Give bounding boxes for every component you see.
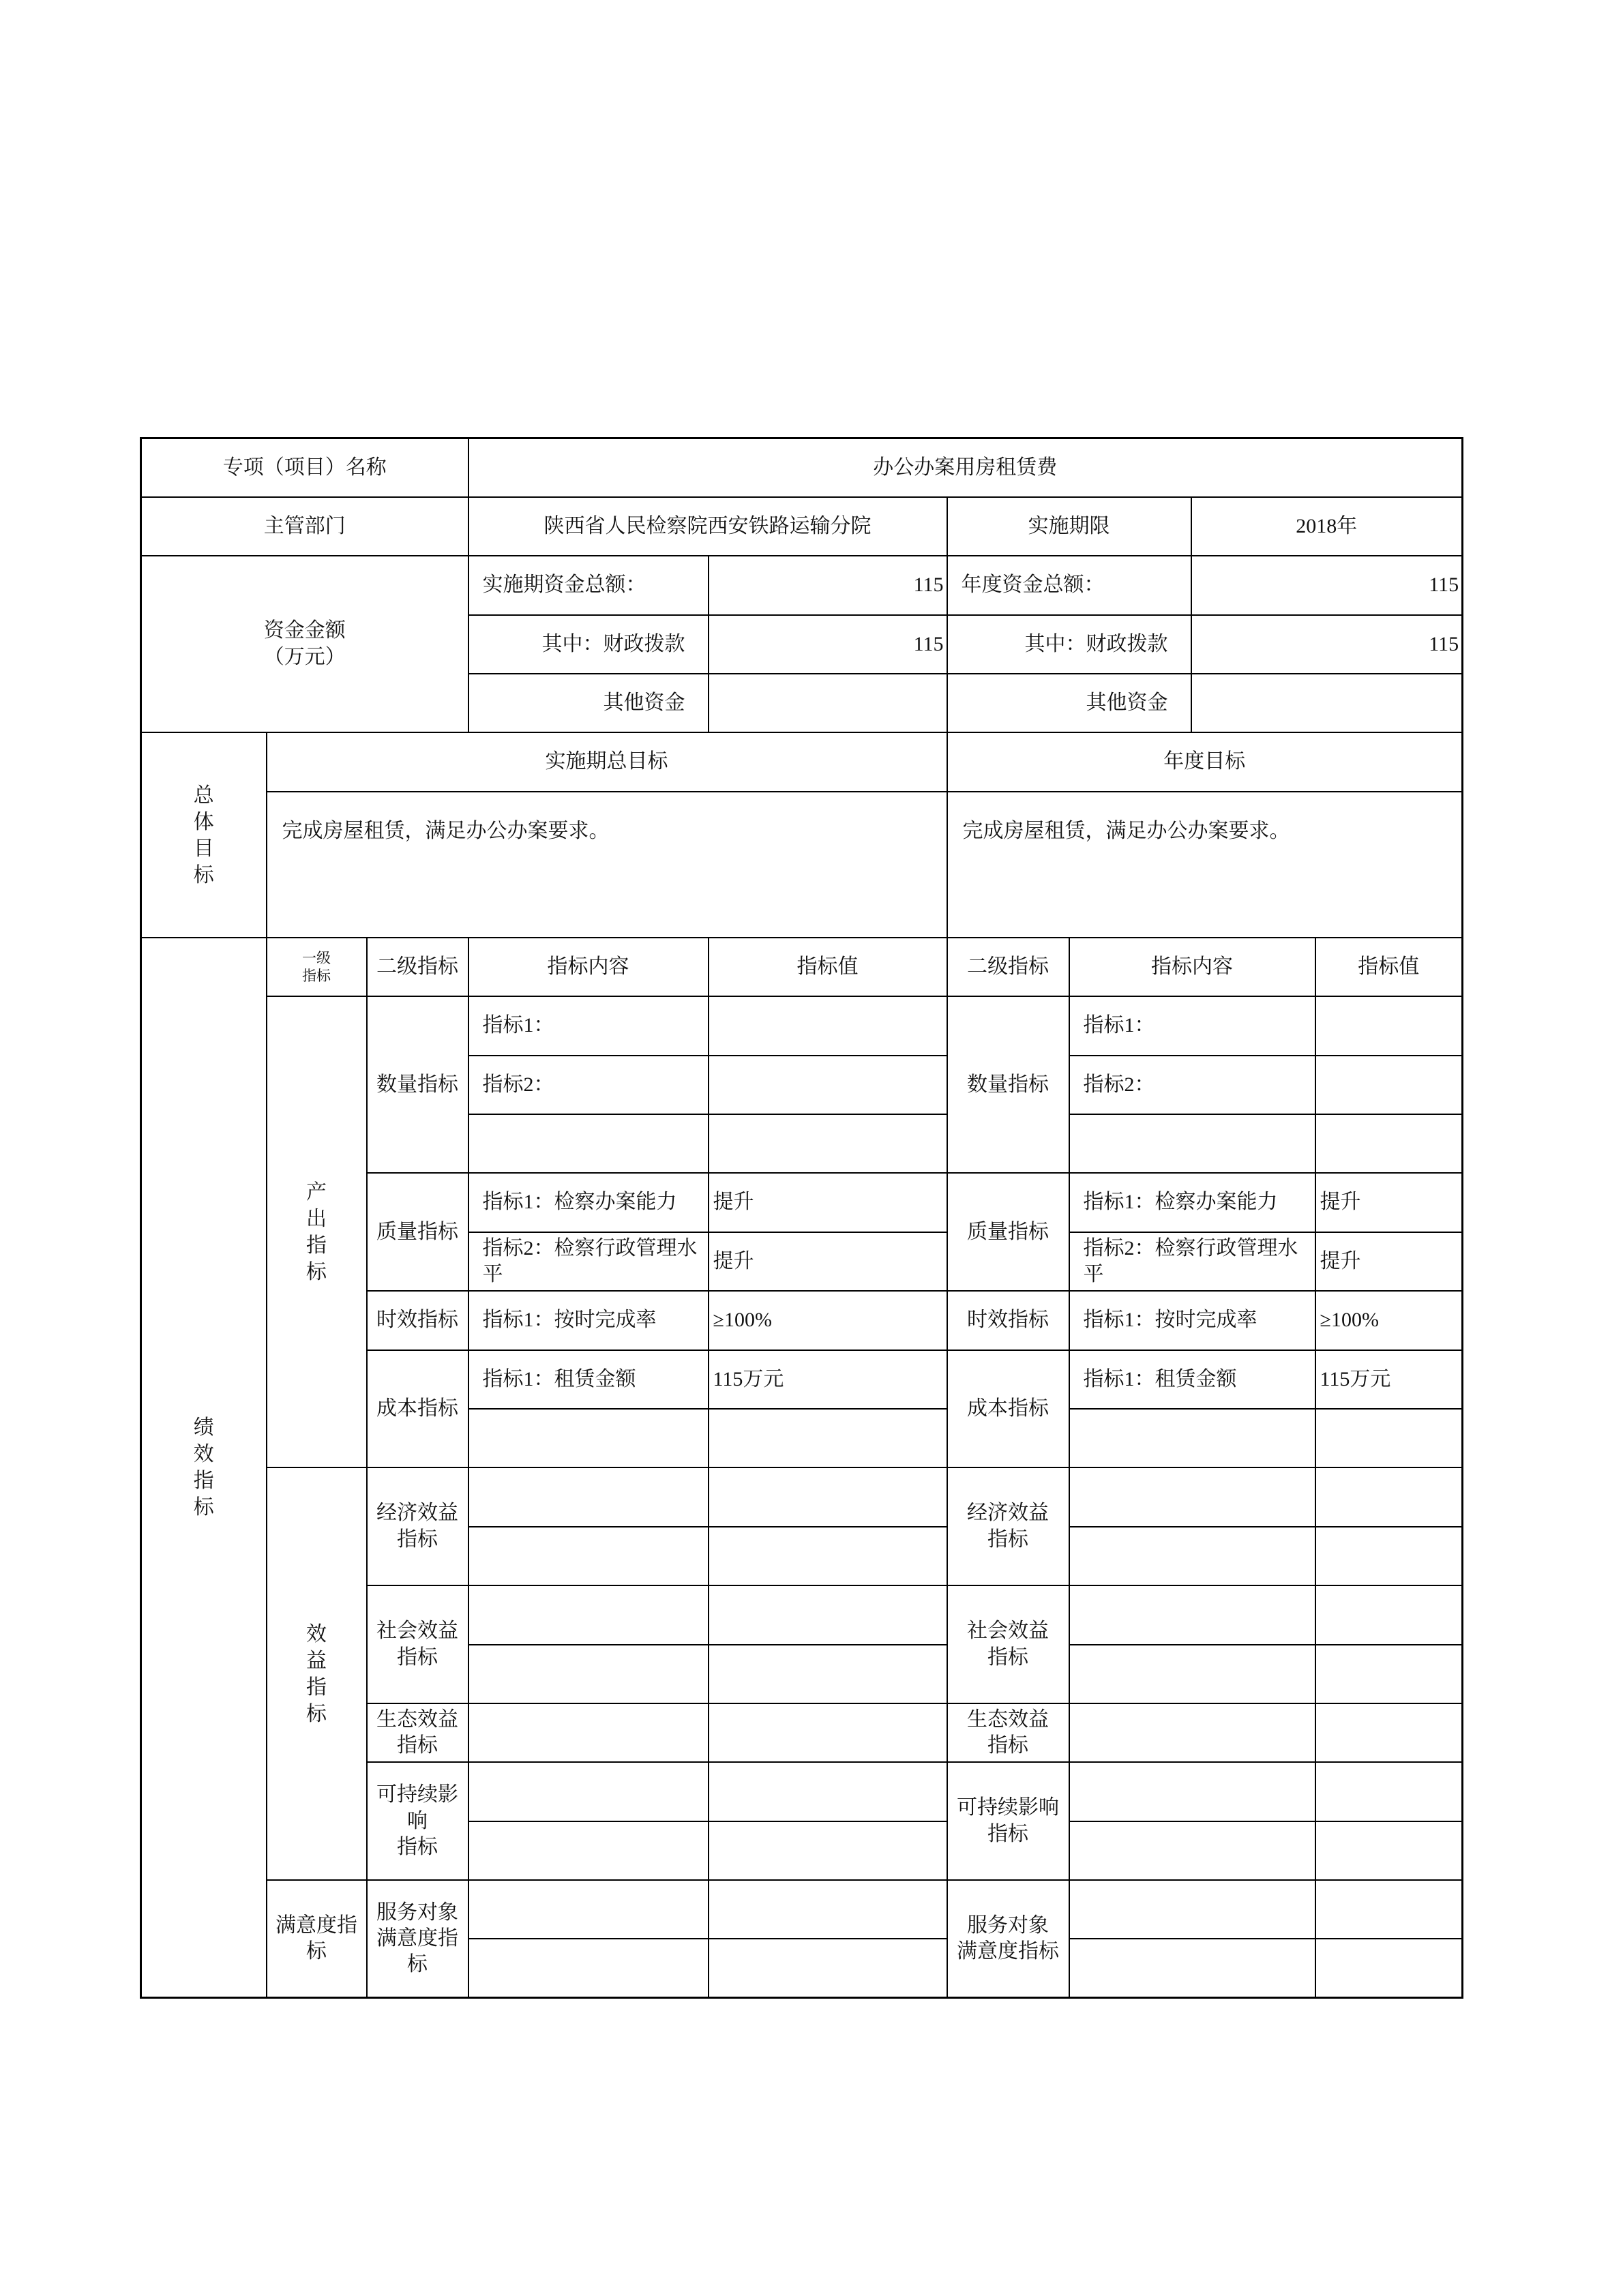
funds-label-cell	[141, 556, 468, 732]
annual-satisfaction-value-2	[1315, 1939, 1463, 1997]
period-value-header: 指标值	[709, 938, 947, 996]
annual-goal-text: 完成房屋租赁，满足办公办案要求。	[947, 792, 1463, 938]
satisfaction-indicators-label: 满意度指标	[267, 1880, 367, 1998]
annual-other-funds-value	[1191, 674, 1463, 732]
period-quantity-value-3	[709, 1114, 947, 1173]
period-sustainable-label: 可持续影响 指标	[367, 1762, 468, 1880]
annual-sustainable-value-1	[1315, 1762, 1463, 1821]
annual-satisfaction-value-1	[1315, 1880, 1463, 1939]
period-sustainable-content-1	[468, 1762, 709, 1821]
period-total-funds-label: 实施期资金总额：	[468, 556, 709, 614]
period-quality-label: 质量指标	[367, 1173, 468, 1291]
annual-quantity-value-3	[1315, 1114, 1463, 1173]
period-fiscal-value: 115	[709, 615, 947, 674]
annual-satisfaction-content-1	[1069, 1880, 1315, 1939]
period-ecological-content-1	[468, 1703, 709, 1762]
output-indicators-cell	[267, 996, 367, 1467]
period-quality-content-2: 指标2：检察行政管理水平	[468, 1232, 709, 1291]
annual-quality-label: 质量指标	[947, 1173, 1069, 1291]
period-economic-value-2	[709, 1527, 947, 1585]
annual-level2-header: 二级指标	[947, 938, 1069, 996]
department-label: 主管部门	[141, 497, 468, 556]
period-other-funds-value	[709, 674, 947, 732]
department-value: 陕西省人民检察院西安铁路运输分院	[468, 497, 947, 556]
annual-ecological-label: 生态效益 指标	[947, 1703, 1069, 1762]
annual-quantity-content-1: 指标1：	[1069, 996, 1315, 1055]
annual-value-header: 指标值	[1315, 938, 1463, 996]
annual-sustainable-content-2	[1069, 1821, 1315, 1880]
annual-sustainable-label: 可持续影响 指标	[947, 1762, 1069, 1880]
annual-quantity-content-2: 指标2：	[1069, 1056, 1315, 1114]
period-quantity-content-2: 指标2：	[468, 1056, 709, 1114]
goals-text-row	[141, 792, 1463, 938]
annual-social-content-2	[1069, 1645, 1315, 1703]
period-social-content-2	[468, 1645, 709, 1703]
annual-cost-value-2	[1315, 1409, 1463, 1467]
annual-timeliness-content-1: 指标1：按时完成率	[1069, 1291, 1315, 1350]
benefit-indicators-cell	[267, 1467, 367, 1880]
annual-economic-value-2	[1315, 1527, 1463, 1585]
annual-quantity-content-3	[1069, 1114, 1315, 1173]
annual-quantity-label: 数量指标	[947, 996, 1069, 1173]
annual-timeliness-label: 时效指标	[947, 1291, 1069, 1350]
annual-total-funds-value: 115	[1191, 556, 1463, 614]
annual-quality-content-1: 指标1：检察办案能力	[1069, 1173, 1315, 1232]
performance-target-form	[140, 437, 1463, 1999]
period-cost-value-1: 115万元	[709, 1350, 947, 1409]
period-quantity-value-1	[709, 996, 947, 1055]
period-satisfaction-value-2	[709, 1939, 947, 1997]
period-social-value-2	[709, 1645, 947, 1703]
period-satisfaction-content-2	[468, 1939, 709, 1997]
period-economic-content-2	[468, 1527, 709, 1585]
annual-other-funds-label: 其他资金	[947, 674, 1191, 732]
period-cost-label: 成本指标	[367, 1350, 468, 1468]
annual-quality-value-2: 提升	[1315, 1232, 1463, 1291]
annual-ecological-value-1	[1315, 1703, 1463, 1762]
period-quality-content-1: 指标1：检察办案能力	[468, 1173, 709, 1232]
annual-fiscal-label: 其中：财政拨款	[947, 615, 1191, 674]
annual-social-value-1	[1315, 1585, 1463, 1644]
period-sustainable-content-2	[468, 1821, 709, 1880]
implementation-period-value: 2018年	[1191, 497, 1463, 556]
annual-cost-content-1: 指标1：租赁金额	[1069, 1350, 1315, 1409]
annual-content-header: 指标内容	[1069, 938, 1315, 996]
annual-social-label: 社会效益 指标	[947, 1585, 1069, 1703]
period-timeliness-value-1: ≥100%	[709, 1291, 947, 1350]
period-satisfaction-value-1	[709, 1880, 947, 1939]
annual-goal-header: 年度目标	[947, 732, 1463, 791]
performance-header-row	[141, 938, 1463, 996]
period-quality-value-1: 提升	[709, 1173, 947, 1232]
period-service-satisfaction-label: 服务对象 满意度指标	[367, 1880, 468, 1998]
funds-unit: （万元）	[263, 645, 346, 668]
output-indicators-label: 产出指标	[306, 1180, 327, 1283]
period-satisfaction-content-1	[468, 1880, 709, 1939]
funds-total-row	[141, 556, 1463, 614]
period-economic-value-1	[709, 1467, 947, 1526]
period-timeliness-content-1: 指标1：按时完成率	[468, 1291, 709, 1350]
goals-header-row	[141, 732, 1463, 791]
table-row	[141, 1467, 1463, 1526]
period-sustainable-value-2	[709, 1821, 947, 1880]
period-level2-header: 二级指标	[367, 938, 468, 996]
period-social-value-1	[709, 1585, 947, 1644]
table-row	[141, 996, 1463, 1055]
annual-economic-content-2	[1069, 1527, 1315, 1585]
period-goal-text: 完成房屋租赁，满足办公办案要求。	[267, 792, 947, 938]
annual-quality-value-1: 提升	[1315, 1173, 1463, 1232]
annual-ecological-content-1	[1069, 1703, 1315, 1762]
annual-social-value-2	[1315, 1645, 1463, 1703]
period-quality-value-2: 提升	[709, 1232, 947, 1291]
annual-service-satisfaction-label: 服务对象 满意度指标	[947, 1880, 1069, 1998]
table-row	[141, 1880, 1463, 1939]
annual-economic-label: 经济效益 指标	[947, 1467, 1069, 1585]
period-social-content-1	[468, 1585, 709, 1644]
project-name-row	[141, 438, 1463, 497]
period-quantity-content-3	[468, 1114, 709, 1173]
annual-sustainable-value-2	[1315, 1821, 1463, 1880]
period-cost-content-1: 指标1：租赁金额	[468, 1350, 709, 1409]
period-economic-label: 经济效益 指标	[367, 1467, 468, 1585]
annual-cost-value-1: 115万元	[1315, 1350, 1463, 1409]
period-other-funds-label: 其他资金	[468, 674, 709, 732]
funds-label: 资金金额	[263, 619, 346, 642]
project-name-value: 办公办案用房租赁费	[468, 438, 1463, 497]
annual-timeliness-value-1: ≥100%	[1315, 1291, 1463, 1350]
period-total-funds-value: 115	[709, 556, 947, 614]
implementation-period-label: 实施期限	[947, 497, 1191, 556]
period-content-header: 指标内容	[468, 938, 709, 996]
performance-label: 绩效指标	[193, 1416, 214, 1519]
annual-cost-content-2	[1069, 1409, 1315, 1467]
performance-label-cell	[141, 938, 267, 1998]
overall-goals-label: 总体目标	[193, 784, 214, 886]
period-cost-value-2	[709, 1409, 947, 1467]
department-row	[141, 497, 1463, 556]
annual-quantity-value-2	[1315, 1056, 1463, 1114]
annual-cost-label: 成本指标	[947, 1350, 1069, 1468]
project-name-label: 专项（项目）名称	[141, 438, 468, 497]
annual-sustainable-content-1	[1069, 1762, 1315, 1821]
benefit-indicators-label: 效益指标	[306, 1622, 327, 1725]
level1-indicator-header: 一级 指标	[267, 938, 367, 996]
annual-satisfaction-content-2	[1069, 1939, 1315, 1997]
period-economic-content-1	[468, 1467, 709, 1526]
period-quantity-content-1: 指标1：	[468, 996, 709, 1055]
annual-quantity-value-1	[1315, 996, 1463, 1055]
annual-economic-value-1	[1315, 1467, 1463, 1526]
period-cost-content-2	[468, 1409, 709, 1467]
overall-goals-label-cell	[141, 732, 267, 937]
annual-fiscal-value: 115	[1191, 615, 1463, 674]
period-sustainable-value-1	[709, 1762, 947, 1821]
period-fiscal-label: 其中：财政拨款	[468, 615, 709, 674]
period-quantity-value-2	[709, 1056, 947, 1114]
period-timeliness-label: 时效指标	[367, 1291, 468, 1350]
annual-social-content-1	[1069, 1585, 1315, 1644]
period-social-label: 社会效益 指标	[367, 1585, 468, 1703]
period-ecological-value-1	[709, 1703, 947, 1762]
period-goal-header: 实施期总目标	[267, 732, 947, 791]
period-quantity-label: 数量指标	[367, 996, 468, 1173]
annual-economic-content-1	[1069, 1467, 1315, 1526]
annual-total-funds-label: 年度资金总额：	[947, 556, 1191, 614]
annual-quality-content-2: 指标2：检察行政管理水平	[1069, 1232, 1315, 1291]
period-ecological-label: 生态效益 指标	[367, 1703, 468, 1762]
